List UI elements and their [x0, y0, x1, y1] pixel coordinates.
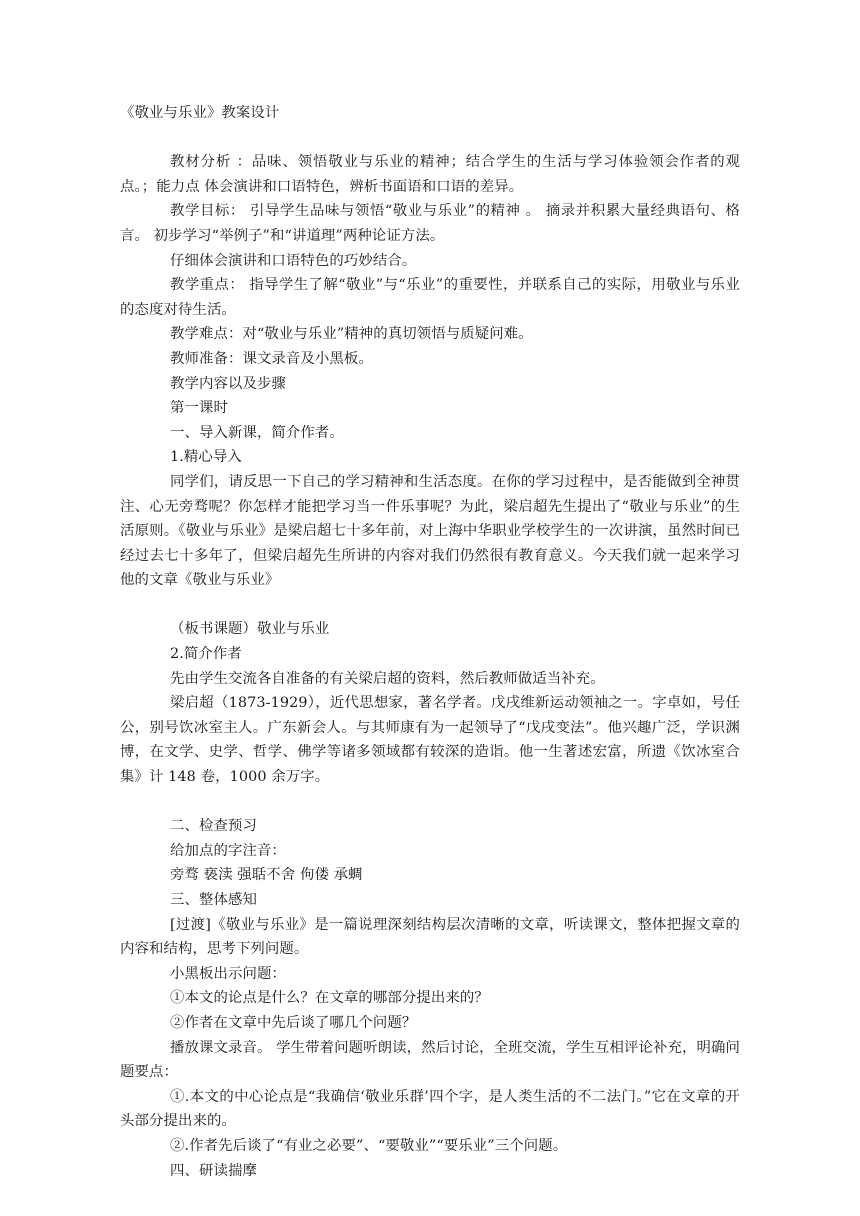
- paragraph: ①本文的论点是什么？在文章的哪部分提出来的？: [170, 990, 489, 1007]
- paragraph: （板书课题）敬业与乐业: [170, 621, 330, 638]
- paragraph: 播放课文录音。 学生带着问题听朗读，然后讨论，全班交流，学生互相评论补充，明确问题要点：: [120, 1039, 740, 1081]
- paragraph: 小黑板出示问题：: [170, 965, 286, 982]
- paragraph: 先由学生交流各自准备的有关梁启超的资料，然后教师做适当补充。: [170, 670, 605, 687]
- paragraph: 第一课时: [170, 400, 228, 417]
- paragraph: 教学难点：对“敬业与乐业”精神的真切领悟与质疑问难。: [170, 326, 533, 343]
- paragraph: 同学们，请反思一下自己的学习精神和生活态度。在你的学习过程中，是否能做到全神贯注、心无旁骛呢？你怎样才能把学习当一件乐事呢？为此，梁启超先生提出了“敬业与乐业”的生活原则。《敬业与乐业》是梁启超七十多年前，对上海中华职业学校学生的一次讲演，虽然时间已经过去七十多年了，但梁启超先生所讲的内容对我们仍然很有教育意义。今天我们就一起来学习他的文章《敬业与乐业》: [120, 473, 740, 589]
- paragraph: 仔细体会演讲和口语特色的巧妙结合。: [170, 252, 417, 269]
- blank-line: [120, 126, 740, 151]
- paragraph: 1.精心导入: [170, 449, 242, 466]
- blank-line: [120, 593, 740, 618]
- paragraph: 四、研读揣摩: [170, 1162, 257, 1179]
- blank-line: [120, 790, 740, 815]
- paragraph: 二、检查预习: [170, 818, 257, 835]
- document-body: [120, 101, 740, 1183]
- paragraph: 三、整体感知: [170, 892, 257, 908]
- paragraph: 旁骛 亵渎 强聒不舍 佝偻 承蜩: [170, 867, 363, 884]
- paragraph: 2.简介作者: [170, 646, 242, 663]
- paragraph: [过渡]《敬业与乐业》是一篇说理深刻结构层次清晰的文章，听读课文，整体把握文章的内容和结构，思考下列问题。: [120, 916, 740, 958]
- paragraph: ②作者在文章中先后谈了哪几个问题？: [170, 1014, 417, 1031]
- document-title: 《敬业与乐业》教案设计: [120, 105, 280, 121]
- paragraph: 教材分析 ：品味、领悟敬业与乐业的精神；结合学生的生活与学习体验领会作者的观点。；能力点 体会演讲和口语特色，辨析书面语和口语的差异。: [120, 154, 740, 195]
- paragraph: 教学内容以及步骤: [170, 375, 286, 392]
- paragraph: 教学目标： 引导学生品味与领悟“敬业与乐业”的精神 。 摘录并积累大量经典语句、格言。 初步学习“举例子”和“讲道理”两种论证方法。: [120, 203, 740, 244]
- paragraph: 教学重点： 指导学生了解“敬业”与“乐业”的重要性，并联系自己的实际，用敬业与乐业的态度对待生活。: [120, 277, 740, 318]
- paragraph: 给加点的字注音：: [170, 842, 286, 859]
- paragraph: ②.作者先后谈了“有业之必要”、“要敬业”“要乐业”三个问题。: [170, 1137, 568, 1154]
- paragraph: 教师准备：课文录音及小黑板。: [170, 350, 373, 367]
- paragraph-list: [120, 126, 740, 1184]
- paragraph: 一、导入新课，简介作者。: [170, 424, 344, 441]
- paragraph: ①.本文的中心论点是“我确信‘敬业乐群’四个字，是人类生活的不二法门。”它在文章的开头部分提出来的。: [120, 1088, 740, 1130]
- paragraph: 梁启超（1873-1929），近代思想家，著名学者。戊戌维新运动领袖之一。字卓如，号任公，别号饮冰室主人。广东新会人。与其师康有为一起领导了“戊戌变法”。他兴趣广泛，学识渊博，在文学、史学、哲学、佛学等诸多领域都有较深的造诣。他一生著述宏富，所遗《饮冰室合集》计 148 卷，1000 余万字。: [120, 695, 740, 786]
